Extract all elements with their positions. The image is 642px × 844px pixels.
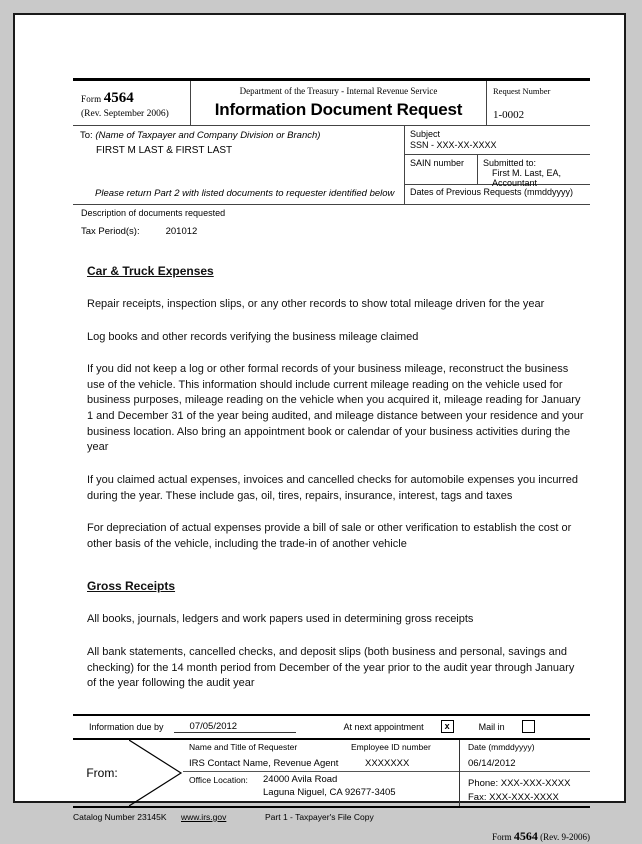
section-paragraph: Log books and other records verifying the business mileage claimed xyxy=(87,330,419,343)
footer-form-label: Form xyxy=(492,831,512,842)
form-title-cell xyxy=(191,81,487,125)
form-number-line xyxy=(81,90,186,107)
date-value: 06/14/2012 xyxy=(468,757,516,769)
submitted-to-line1: First M. Last, EA, xyxy=(492,168,562,179)
office-location-value xyxy=(263,774,396,806)
office-address-line1: 24000 Avila Road xyxy=(263,773,338,785)
request-number-label: Request Number xyxy=(493,86,551,96)
department-line: Department of the Treasury - Internal Revenue Service xyxy=(239,86,438,96)
section-paragraph: All bank statements, cancelled checks, and deposit slips (both business and personal, savings and checking) for the 14 month period from December of the year prior to the audit year through January of the year following the audit year xyxy=(87,645,575,690)
information-due-row xyxy=(73,716,590,740)
date-contact-column xyxy=(460,740,590,806)
part-copy-label: Part 1 - Taxpayer's File Copy xyxy=(265,811,374,822)
submitted-to-label: Submitted to: xyxy=(483,158,537,168)
from-columns xyxy=(183,740,590,806)
date-cell xyxy=(460,740,590,772)
sain-cell xyxy=(405,155,478,184)
section-paragraph: If you claimed actual expenses, invoices and cancelled checks for automobile expenses you incurred during the year. These include gas, oil, tires, repairs, insurance, interest, tags and taxes xyxy=(87,473,578,502)
form-masthead xyxy=(73,81,590,126)
return-instruction: Please return Part 2 with listed documents to requester identified below xyxy=(95,188,395,199)
requester-name-cell xyxy=(183,740,347,771)
form-identifier-cell xyxy=(73,81,191,125)
recipient-cell xyxy=(73,126,405,204)
at-next-appointment-label: At next appointment xyxy=(343,721,424,732)
subject-cell-group xyxy=(405,126,590,204)
request-body xyxy=(73,263,590,692)
mail-in-label: Mail in xyxy=(478,721,505,732)
requester-row xyxy=(183,740,459,772)
request-number-cell xyxy=(487,81,590,125)
to-label: To: xyxy=(80,130,93,141)
at-next-appointment-checkbox[interactable]: x xyxy=(441,720,454,733)
tax-period-row xyxy=(73,223,590,237)
information-due-value[interactable]: 07/05/2012 xyxy=(174,721,296,733)
office-address-line2: Laguna Niguel, CA 92677-3405 xyxy=(263,786,396,798)
subject-value: SSN - XXX-XX-XXXX xyxy=(410,140,497,150)
requester-label: Name and Title of Requester xyxy=(189,741,298,752)
form-revision: (Rev. September 2006) xyxy=(81,109,169,119)
catalog-row xyxy=(73,808,590,822)
from-label: From: xyxy=(86,765,118,780)
irs-website-link[interactable]: www.irs.gov xyxy=(181,811,227,822)
contact-cell xyxy=(460,772,590,806)
request-number-value: 1-0002 xyxy=(493,109,525,121)
footer-form-number: 4564 xyxy=(513,828,538,843)
phone-value: Phone: XXX-XXX-XXXX xyxy=(468,777,571,789)
section-paragraph: For depreciation of actual expenses provide a bill of sale or other verification to establish the cost or other basis of the vehicle, including the trade-in of another vehicle xyxy=(87,522,572,550)
form-number: 4564 xyxy=(103,90,134,106)
subject-cell xyxy=(405,126,590,155)
right-pointing-arrow-icon xyxy=(129,740,185,806)
footer-form-identifier xyxy=(73,822,590,844)
section-paragraph: All books, journals, ledgers and work papers used in determining gross receipts xyxy=(87,613,474,626)
employee-id-cell xyxy=(347,740,459,771)
document-page xyxy=(13,13,626,843)
fax-value: Fax: XXX-XXX-XXXX xyxy=(468,792,559,804)
tax-period-label: Tax Period(s): xyxy=(81,226,140,237)
mail-in-checkbox[interactable] xyxy=(522,720,535,733)
section-paragraph: If you did not keep a log or other formal records of your business mileage, reconstruct the business use of the vehicle. This information should include current mileage reading on the vehicle used for business purposes, mileage reading on the vehicle when you acquired it, mileage reading for January 1 and December 31 of the year being audited, and mileage distance between your residence and your business location. Also bring an appointment book or calendar of your business activities during the year xyxy=(87,363,584,454)
section-paragraph: Repair receipts, inspection slips, or any other records to show total mileage driven for the year xyxy=(87,298,545,311)
from-block xyxy=(73,740,590,808)
recipient-subject-band xyxy=(73,126,590,205)
taxpayer-name: FIRST M LAST & FIRST LAST xyxy=(96,145,233,156)
subject-label: Subject xyxy=(410,129,441,139)
section-heading-car-truck-expenses: Car & Truck Expenses xyxy=(87,264,214,278)
office-location-row xyxy=(183,772,459,806)
section-heading-gross-receipts: Gross Receipts xyxy=(87,579,176,594)
irs-form-4564 xyxy=(73,78,590,844)
from-main-column xyxy=(183,740,460,806)
date-label: Date (mmddyyyy) xyxy=(468,741,535,752)
previous-requests-label: Dates of Previous Requests (mmddyyyy) xyxy=(410,187,574,197)
footer-form-revision: (Rev. 9-2006) xyxy=(540,831,590,842)
requester-value: IRS Contact Name, Revenue Agent xyxy=(189,757,339,769)
previous-requests-cell xyxy=(405,185,590,204)
submitted-to-line2: Accountant xyxy=(492,178,538,189)
form-footer-block xyxy=(73,714,590,844)
description-header: Description of documents requested xyxy=(81,208,226,218)
form-label: Form xyxy=(81,94,102,104)
sain-submitted-row xyxy=(405,155,590,189)
employee-id-value: XXXXXXX xyxy=(365,757,410,769)
to-hint: (Name of Taxpayer and Company Division or Branch) xyxy=(95,130,321,141)
submitted-to-cell xyxy=(478,155,590,189)
office-location-label: Office Location: xyxy=(189,774,248,785)
sain-label: SAIN number xyxy=(410,158,465,168)
tax-period-value: 201012 xyxy=(165,226,198,237)
employee-id-label: Employee ID number xyxy=(351,741,431,752)
to-line xyxy=(80,130,398,141)
form-title: Information Document Request xyxy=(214,100,463,119)
catalog-number: Catalog Number 23145K xyxy=(73,811,167,822)
information-due-label: Information due by xyxy=(89,721,164,732)
